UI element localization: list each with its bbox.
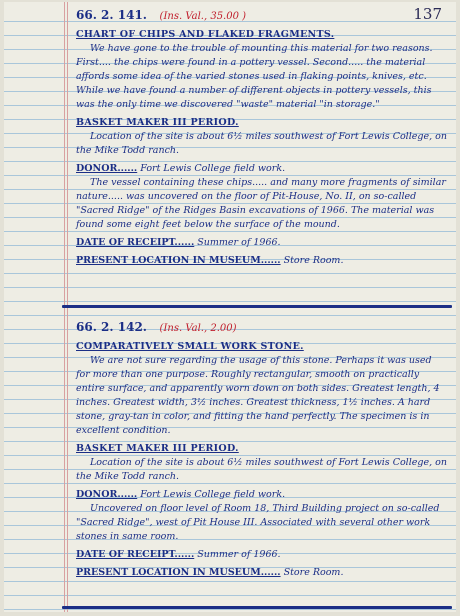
- donor-label: DONOR......: [76, 163, 138, 174]
- receipt-label: DATE OF RECEIPT......: [76, 237, 195, 248]
- period-label: BASKET MAKER III PERIOD.: [76, 443, 239, 454]
- present-location-line: [76, 254, 448, 268]
- present-location-label: PRESENT LOCATION IN MUSEUM......: [76, 255, 281, 266]
- entry-number: 66. 2. 141.: [76, 8, 147, 22]
- receipt-value: Summer of 1966.: [197, 237, 281, 248]
- donor-value: Fort Lewis College field work.: [140, 489, 286, 500]
- catalog-entry: [76, 320, 448, 580]
- site-location: Location of the site is about 6½ miles southwest of Fort Lewis College, on the Mike Todd ranch.: [76, 457, 447, 482]
- donor-label: DONOR......: [76, 489, 138, 500]
- period-label: BASKET MAKER III PERIOD.: [76, 117, 239, 128]
- receipt-line: [76, 548, 448, 562]
- insurance-value: (Ins. Val., 2.00): [159, 323, 237, 334]
- entry-number: 66. 2. 142.: [76, 320, 147, 334]
- entry-title: CHART OF CHIPS AND FLAKED FRAGMENTS.: [76, 29, 335, 40]
- page-number: 137: [413, 5, 442, 23]
- catalog-entry: [76, 8, 448, 268]
- donor-line: [76, 488, 448, 502]
- find-context: The vessel containing these chips..... and many more fragments of similar nature..... was uncovered on the floor of Pit-House, No. II, on so-called "Sacred Ridge" of the Ridges Basin excavations of 1966. The material was found some eight feet below the surface of the mound.: [76, 177, 446, 230]
- present-location-label: PRESENT LOCATION IN MUSEUM......: [76, 567, 281, 578]
- donor-line: [76, 162, 448, 176]
- entry-divider: [62, 305, 452, 308]
- entry-title: COMPARATIVELY SMALL WORK STONE.: [76, 341, 304, 352]
- receipt-value: Summer of 1966.: [197, 549, 281, 560]
- present-location-value: Store Room.: [283, 255, 344, 266]
- insurance-value: (Ins. Val., 35.00 ): [159, 11, 247, 22]
- entry-heading: [76, 8, 448, 24]
- entry-heading: [76, 320, 448, 336]
- entry-description: We have gone to the trouble of mounting this material for two reasons. First.... the chips were found in a pottery vessel. Second..... the material affords some idea of the varied stones used in flaking points, knives, etc. While we have found a number of different objects in pottery vessels, this was the only time we discovered "waste" material "in storage.": [76, 43, 433, 110]
- ledger-page: [4, 2, 456, 612]
- site-location: Location of the site is about 6½ miles southwest of Fort Lewis College, on the Mike Todd ranch.: [76, 131, 447, 156]
- present-location-value: Store Room.: [283, 567, 344, 578]
- present-location-line: [76, 566, 448, 580]
- donor-value: Fort Lewis College field work.: [140, 163, 286, 174]
- bottom-divider: [62, 606, 452, 609]
- receipt-label: DATE OF RECEIPT......: [76, 549, 195, 560]
- entry-description: We are not sure regarding the usage of this stone. Perhaps it was used for more than one purpose. Roughly rectangular, smooth on practically entire surface, and apparently worn down on both sides. Greatest length, 4 inches. Greatest width, 3½ inches. Greatest thickness, 1½ inches. A hard stone, gray-tan in color, and fitting the hand perfectly. The specimen is in excellent condition.: [76, 355, 440, 436]
- receipt-line: [76, 236, 448, 250]
- find-context: Uncovered on floor level of Room 18, Third Building project on so-called "Sacred Ridge", west of Pit House III. Associated with several other work stones in same room.: [76, 503, 440, 542]
